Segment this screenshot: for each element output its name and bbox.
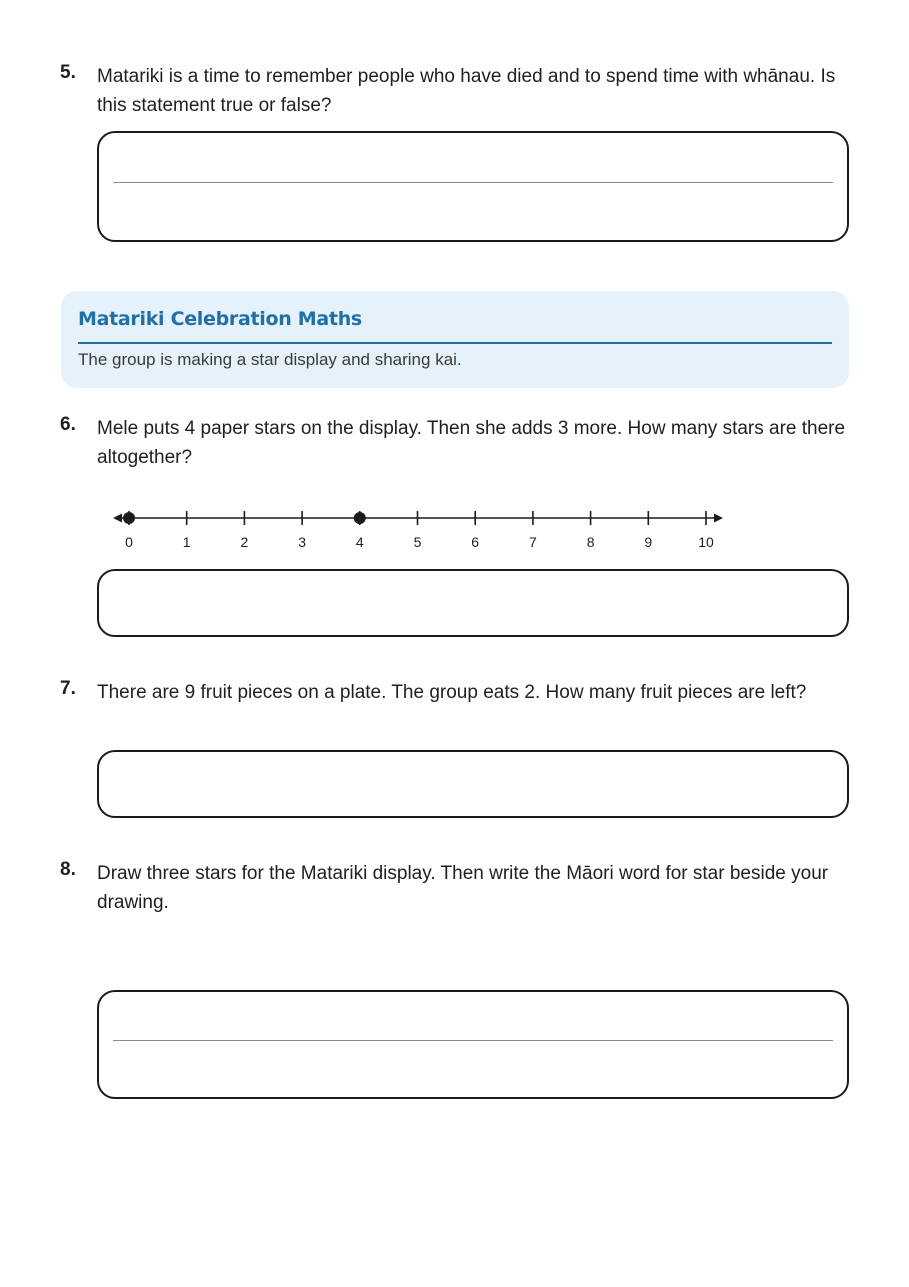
section-banner xyxy=(61,291,849,388)
writing-line xyxy=(113,1040,833,1041)
number-line-tick-label: 9 xyxy=(644,534,653,550)
number-line-tick-label: 4 xyxy=(355,534,364,550)
question-number: 7. xyxy=(60,678,76,699)
number-line-tick-label: 1 xyxy=(182,534,191,550)
number-line-tick-label: 7 xyxy=(529,534,537,550)
left-arrow-icon xyxy=(113,514,122,523)
question-text: There are 9 fruit pieces on a plate. The group eats 2. How many fruit pieces are left? xyxy=(97,682,807,703)
number-line-tick-label: 10 xyxy=(698,534,714,550)
number-line-tick-label: 6 xyxy=(471,534,480,550)
answer-box-7[interactable] xyxy=(97,750,849,818)
right-arrow-icon xyxy=(714,514,723,523)
question-text: Mele puts 4 paper stars on the display. Then she adds 3 more. How many stars are there altogether? xyxy=(97,418,846,468)
answer-box-8[interactable] xyxy=(97,990,849,1099)
number-line-tick-label: 5 xyxy=(413,534,422,550)
answer-box-6[interactable] xyxy=(97,569,849,637)
number-line-point xyxy=(123,512,135,524)
number-line xyxy=(100,500,740,560)
number-line-tick-label: 3 xyxy=(298,534,306,550)
number-line-tick-label: 8 xyxy=(586,534,595,550)
answer-box-5[interactable] xyxy=(97,131,849,242)
question-number: 5. xyxy=(60,62,76,83)
question-text: Matariki is a time to remember people who have died and to spend time with whānau. Is this statement true or false? xyxy=(97,66,836,116)
number-line-point xyxy=(354,512,366,524)
banner-title: Matariki Celebration Maths xyxy=(78,308,362,330)
banner-divider xyxy=(78,342,832,344)
question-number: 8. xyxy=(60,859,76,880)
question-number: 6. xyxy=(60,414,76,435)
banner-subtitle: The group is making a star display and sharing kai. xyxy=(78,350,462,369)
question-text: Draw three stars for the Matariki display. Then write the Māori word for star beside your drawing. xyxy=(97,863,829,913)
number-line-tick-label: 2 xyxy=(240,534,249,550)
writing-line xyxy=(113,182,833,183)
number-line-tick-label: 0 xyxy=(125,534,133,550)
